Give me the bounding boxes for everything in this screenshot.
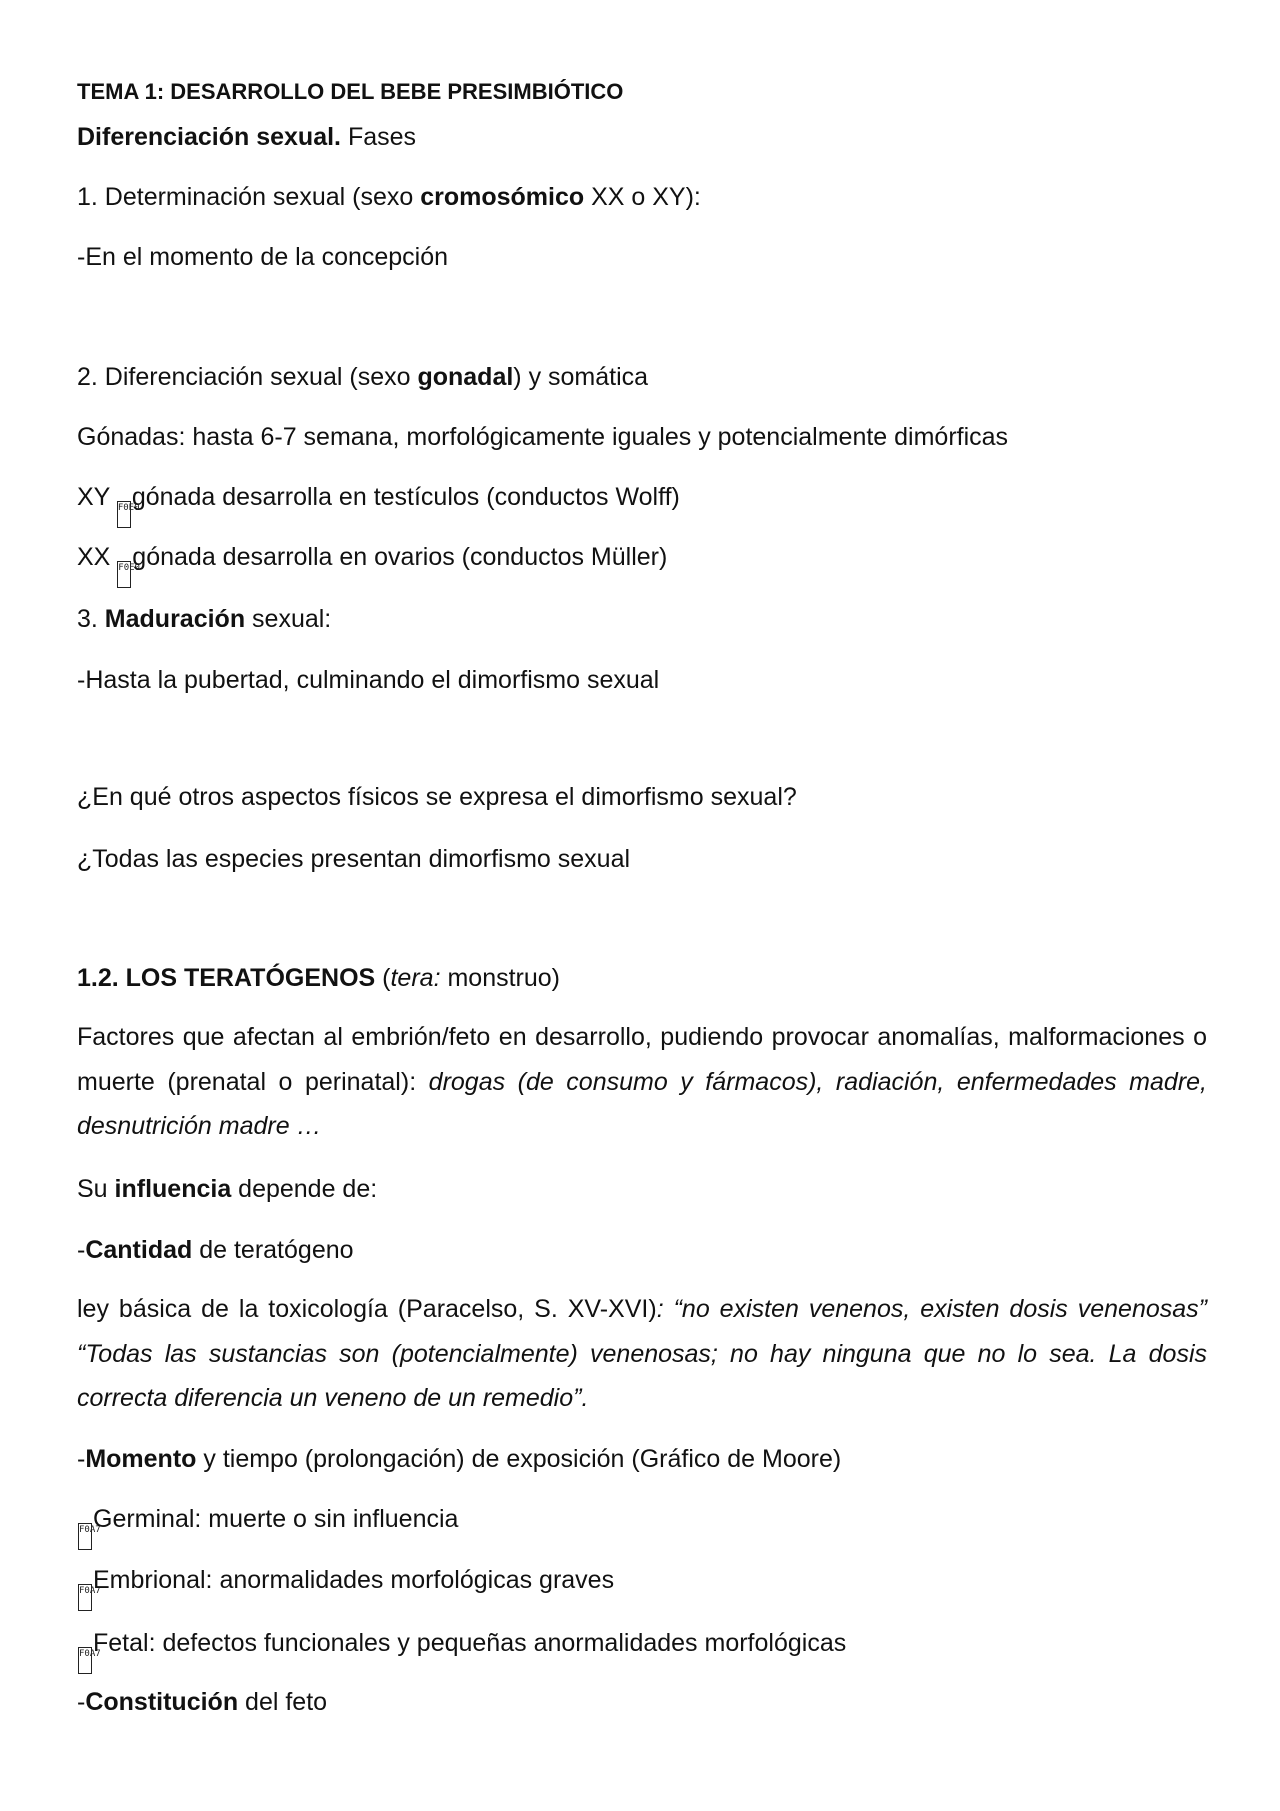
text-span: - (77, 1688, 86, 1716)
text-span: - (77, 1445, 86, 1473)
bold-term: Cantidad (85, 1236, 193, 1264)
gonads-line: Gónadas: hasta 6-7 semana, morfológicamente iguales y potencialmente dimórficas (77, 423, 1009, 451)
document-title: TEMA 1: DESARROLLO DEL BEBE PRESIMBIÓTICO (77, 79, 624, 104)
bold-term: Constitución (85, 1688, 239, 1716)
text-span: XX o XY): (584, 183, 701, 211)
quantity-line (77, 1234, 354, 1266)
text-span: 1. Determinación sexual (sexo (77, 183, 421, 211)
italic-term: drogas (de consumo y fármacos), radiación, enfermedades madre, desnutrición madre … (77, 1067, 1207, 1140)
subtitle-rest: Fases (341, 123, 417, 151)
bold-term: Momento (85, 1445, 197, 1473)
germinal-item (78, 1503, 458, 1550)
text-span: Factores que afectan al embrión/feto en desarrollo, pudiendo provocar anomalías, malformaciones o muerte (prenatal o perinatal): (77, 1023, 1207, 1096)
text-span: Embrional: anormalidades morfológicas graves (93, 1566, 615, 1594)
influence-line (77, 1173, 377, 1205)
italic-term: tera: (390, 964, 441, 992)
arrow-icon: F0E0 (117, 561, 131, 588)
bold-term: gonadal (417, 363, 514, 391)
bold-term: 1.2. LOS TERATÓGENOS (77, 964, 376, 992)
text-span: ley básica de la toxicología (Paracelso, S. XV-XVI) (77, 1295, 657, 1323)
text-span: del feto (238, 1688, 328, 1716)
phase-3-detail: -Hasta la pubertad, culminando el dimorfismo sexual (77, 666, 660, 694)
bold-term: Maduración (104, 605, 246, 633)
bold-term: influencia (114, 1175, 232, 1203)
bold-term: cromosómico (420, 183, 585, 211)
text-span: - (77, 1236, 86, 1264)
text-span: sexual: (245, 605, 332, 633)
text-span: XY (77, 483, 117, 511)
constitution-line (77, 1686, 327, 1718)
xx-line (77, 541, 667, 588)
text-span: 3. (77, 605, 105, 633)
fetal-item (78, 1627, 846, 1674)
text-span: ) y somática (513, 363, 649, 391)
text-span: y tiempo (prolongación) de exposición (Gráfico de Moore) (196, 1445, 842, 1473)
moment-line (77, 1443, 841, 1475)
bullet-icon: F0A7 (78, 1523, 92, 1550)
paracelsus-quote (77, 1287, 1207, 1421)
bullet-icon: F0A7 (78, 1584, 92, 1611)
teratogens-definition (77, 1015, 1207, 1149)
text-span: 2. Diferenciación sexual (sexo (77, 363, 418, 391)
phase-1-detail: -En el momento de la concepción (77, 243, 449, 271)
text-span: Germinal: muerte o sin influencia (93, 1505, 459, 1533)
section-heading-teratogens (77, 962, 560, 994)
bullet-icon: F0A7 (78, 1647, 92, 1674)
phase-1-line (77, 181, 701, 213)
text-span: gónada desarrolla en ovarios (conductos Müller) (132, 543, 668, 571)
text-span: Fetal: defectos funcionales y pequeñas anormalidades morfológicas (93, 1629, 847, 1657)
question-2: ¿Todas las especies presentan dimorfismo sexual (77, 845, 631, 873)
text-span: XX (77, 543, 118, 571)
text-span: gónada desarrolla en testículos (conductos Wolff) (131, 483, 680, 511)
section-subtitle (77, 121, 416, 153)
text-span: monstruo) (440, 964, 560, 992)
question-1: ¿En qué otros aspectos físicos se expresa el dimorfismo sexual? (77, 783, 797, 811)
text-span: Su (77, 1175, 115, 1203)
subtitle-bold: Diferenciación sexual. (77, 123, 342, 151)
xy-line (77, 481, 680, 528)
italic-term: : “no existen venenos, existen dosis venenosas” “Todas las sustancias son (potencialmente) venenosas; no hay ninguna que no lo sea. La dosis correcta diferencia un veneno de un remedio”. (77, 1295, 1207, 1412)
phase-3-line (77, 603, 331, 635)
embrional-item (78, 1564, 614, 1611)
text-span: de teratógeno (192, 1236, 354, 1264)
text-span: depende de: (231, 1175, 378, 1203)
text-span: ( (375, 964, 391, 992)
arrow-icon: F0E0 (117, 501, 131, 528)
phase-2-line (77, 361, 648, 393)
